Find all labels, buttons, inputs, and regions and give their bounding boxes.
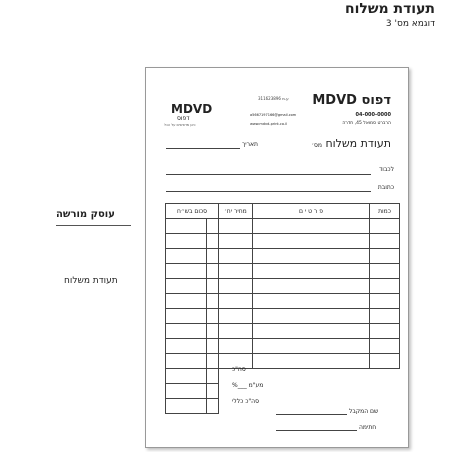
logo-mark: MDVD	[171, 102, 213, 116]
table-cell[interactable]	[253, 324, 370, 339]
table-cell[interactable]	[253, 234, 370, 249]
vat-label: מע"מ ___%	[232, 382, 264, 389]
business-phone: 04-000-0000	[355, 112, 391, 118]
table-cell[interactable]	[166, 234, 207, 249]
table-cell[interactable]	[207, 264, 219, 279]
table-cell[interactable]	[370, 219, 400, 234]
table-cell[interactable]	[207, 369, 219, 384]
table-cell[interactable]	[370, 264, 400, 279]
table-cell[interactable]	[207, 309, 219, 324]
table-cell[interactable]	[219, 324, 253, 339]
business-website: www.mdvd-print.co.il	[250, 122, 287, 126]
document-title	[311, 137, 391, 150]
table-cell[interactable]	[219, 219, 253, 234]
table-cell[interactable]	[207, 294, 219, 309]
table-cell[interactable]	[219, 339, 253, 354]
items-table	[165, 203, 400, 414]
table-cell[interactable]	[207, 384, 219, 399]
subtotal-label: סה"כ	[232, 366, 246, 373]
table-cell[interactable]	[253, 294, 370, 309]
sidebar-divider	[56, 225, 131, 226]
table-cell[interactable]	[370, 324, 400, 339]
table-cell[interactable]	[253, 354, 370, 369]
table-row	[166, 294, 400, 309]
table-row	[166, 339, 400, 354]
table-cell[interactable]	[166, 294, 207, 309]
table-cell[interactable]	[253, 279, 370, 294]
table-cell[interactable]	[370, 339, 400, 354]
table-cell[interactable]	[166, 354, 207, 369]
sidebar-label: תעודת משלוח	[64, 276, 118, 286]
table-row	[166, 324, 400, 339]
business-name: דפוס MDVD	[312, 93, 391, 108]
table-cell[interactable]	[207, 324, 219, 339]
table-row	[166, 354, 400, 369]
total-column-header: סכום בש״ח	[166, 204, 219, 219]
table-cell[interactable]	[166, 369, 207, 384]
recipient-field[interactable]	[166, 174, 371, 175]
business-id: ע.מ 311623896	[258, 96, 289, 101]
table-cell[interactable]	[370, 279, 400, 294]
table-cell[interactable]	[219, 294, 253, 309]
totals-row	[166, 384, 400, 399]
table-cell[interactable]	[207, 234, 219, 249]
table-cell[interactable]	[166, 399, 207, 414]
table-cell[interactable]	[166, 339, 207, 354]
unit-price-column-header: מחיר יח׳	[219, 204, 253, 219]
totals-row	[166, 369, 400, 384]
table-row	[166, 249, 400, 264]
page-subtitle: דוגמא מס' 3	[385, 19, 435, 29]
date-label: תאריך	[242, 141, 258, 148]
table-header-row	[166, 204, 400, 219]
table-row	[166, 264, 400, 279]
table-cell[interactable]	[166, 249, 207, 264]
table-cell[interactable]	[253, 309, 370, 324]
address-label: כתובת	[377, 184, 394, 191]
sidebar-heading: עוסק מורשה	[56, 209, 115, 220]
table-cell[interactable]	[253, 339, 370, 354]
grand-total-label: סה"כ כללי	[232, 398, 259, 405]
table-cell[interactable]	[370, 249, 400, 264]
table-row	[166, 309, 400, 324]
table-cell[interactable]	[370, 354, 400, 369]
table-cell[interactable]	[207, 279, 219, 294]
table-row	[166, 234, 400, 249]
logo-subtitle: דפוס	[177, 115, 190, 122]
page-title: תעודת משלוח	[344, 1, 435, 17]
details-column-header: פ ר ט י ם	[253, 204, 370, 219]
document-title-text: תעודת משלוח	[325, 137, 391, 150]
document-number-label: מס׳	[311, 142, 322, 149]
table-cell[interactable]	[253, 219, 370, 234]
table-cell[interactable]	[166, 279, 207, 294]
table-row	[166, 279, 400, 294]
business-email: a5667197166@gmail.com	[250, 113, 297, 117]
signature-field[interactable]	[276, 430, 357, 431]
table-cell[interactable]	[219, 279, 253, 294]
table-cell[interactable]	[207, 339, 219, 354]
table-cell[interactable]	[166, 264, 207, 279]
date-field[interactable]	[166, 148, 240, 149]
table-cell[interactable]	[370, 309, 400, 324]
business-address: הרברט סמואל 45, חדרה	[342, 121, 391, 126]
table-cell[interactable]	[207, 249, 219, 264]
table-cell[interactable]	[207, 399, 219, 414]
delivery-note-form	[145, 67, 409, 448]
address-field[interactable]	[166, 191, 371, 192]
table-cell[interactable]	[370, 234, 400, 249]
table-cell[interactable]	[166, 324, 207, 339]
logo-tagline: כאן מדפיסים על הכל	[164, 123, 196, 127]
quantity-column-header: כמות	[370, 204, 400, 219]
table-cell[interactable]	[219, 264, 253, 279]
table-cell[interactable]	[166, 309, 207, 324]
table-cell[interactable]	[219, 309, 253, 324]
table-cell[interactable]	[219, 249, 253, 264]
table-cell[interactable]	[253, 249, 370, 264]
table-cell[interactable]	[166, 219, 207, 234]
table-row	[166, 219, 400, 234]
signature-label: חתימה	[359, 424, 377, 431]
table-cell[interactable]	[219, 234, 253, 249]
table-cell[interactable]	[253, 264, 370, 279]
receiver-field[interactable]	[276, 414, 347, 415]
receiver-label: שם המקבל	[349, 408, 379, 415]
table-cell[interactable]	[207, 354, 219, 369]
recipient-label: לכבוד	[379, 166, 394, 173]
table-cell[interactable]	[370, 294, 400, 309]
table-cell[interactable]	[166, 384, 207, 399]
table-cell[interactable]	[207, 219, 219, 234]
